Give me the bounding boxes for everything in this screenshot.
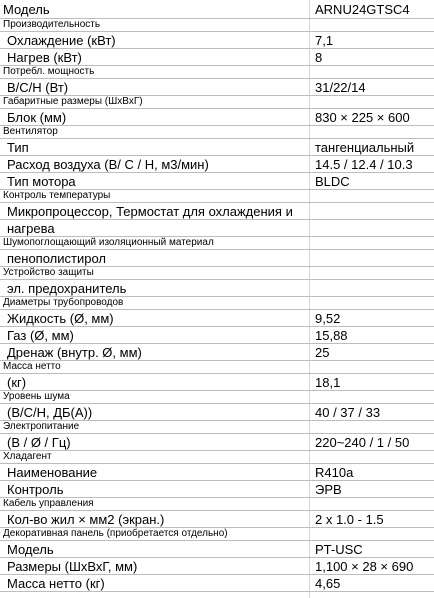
spec-value: 8 <box>315 50 323 65</box>
spec-label: Дренаж (внутр. Ø, мм) <box>7 345 142 360</box>
spec-label: (В / Ø / Гц) <box>7 435 71 450</box>
spec-row <box>0 558 434 575</box>
spec-value: 15,88 <box>315 328 348 343</box>
section-title: Хладагент <box>3 451 52 462</box>
spec-row <box>0 109 434 126</box>
spec-row <box>0 374 434 391</box>
spec-label: Модель <box>7 542 54 557</box>
spec-label: Охлаждение (кВт) <box>7 33 116 48</box>
spec-value: 40 / 37 / 33 <box>315 405 381 420</box>
section-header-row <box>0 297 434 310</box>
spec-value: 25 <box>315 345 330 360</box>
spec-row <box>0 310 434 327</box>
spec-label: Масса нетто (кг) <box>7 576 105 591</box>
spec-row <box>0 404 434 421</box>
spec-row <box>0 203 434 220</box>
section-header-row <box>0 391 434 404</box>
spec-row <box>0 79 434 96</box>
spec-row <box>0 481 434 498</box>
section-header-row <box>0 451 434 464</box>
spec-row <box>0 344 434 361</box>
section-header-row <box>0 361 434 374</box>
section-title: Устройство защиты <box>3 267 94 278</box>
spec-row <box>0 434 434 451</box>
spec-label: (кг) <box>7 375 27 390</box>
spec-label: нагрева <box>7 221 55 236</box>
spec-row <box>0 32 434 49</box>
spec-row <box>0 0 434 19</box>
spec-value: 9,52 <box>315 311 341 326</box>
spec-row <box>0 511 434 528</box>
spec-row <box>0 49 434 66</box>
spec-label: Расход воздуха (В/ С / Н, м3/мин) <box>7 157 209 172</box>
spec-row <box>0 250 434 267</box>
spec-row <box>0 139 434 156</box>
section-title: Уровень шума <box>3 391 70 402</box>
section-header-row <box>0 96 434 109</box>
spec-label: Размеры (ШхВхГ, мм) <box>7 559 138 574</box>
spec-label: Блок (мм) <box>7 110 67 125</box>
section-header-row <box>0 267 434 280</box>
spec-row <box>0 575 434 592</box>
spec-value: PT-USC <box>315 542 363 557</box>
spec-label: Тип <box>7 140 29 155</box>
section-title: Габаритные размеры (ШхВхГ) <box>3 96 143 107</box>
spec-value: R410a <box>315 465 354 480</box>
spec-value: 18,1 <box>315 375 341 390</box>
spec-label: В/С/Н (Вт) <box>7 80 69 95</box>
spec-row <box>0 173 434 190</box>
section-title: Диаметры трубопроводов <box>3 297 124 308</box>
section-header-row <box>0 19 434 32</box>
spec-value: ARNU24GTSC4 <box>315 2 410 17</box>
spec-row <box>0 280 434 297</box>
spec-label: Нагрев (кВт) <box>7 50 82 65</box>
spec-label: Наименование <box>7 465 98 480</box>
spec-label: пенополистирол <box>7 251 106 266</box>
section-title: Потребл. мощность <box>3 66 95 77</box>
section-header-row <box>0 528 434 541</box>
spec-row <box>0 220 434 237</box>
section-title: Электропитание <box>3 421 80 432</box>
spec-value: 1,100 × 28 × 690 <box>315 559 414 574</box>
spec-value: тангенциальный <box>315 140 415 155</box>
section-title: Шумопоглощающий изоляционный материал <box>3 237 214 248</box>
section-title: Кабель управления <box>3 498 94 509</box>
section-title: Масса нетто <box>3 361 61 372</box>
section-header-row <box>0 421 434 434</box>
section-title: Контроль температуры <box>3 190 111 201</box>
spec-value: 31/22/14 <box>315 80 366 95</box>
spec-row <box>0 327 434 344</box>
spec-value: 2 x 1.0 - 1.5 <box>315 512 384 527</box>
spec-value: 14.5 / 12.4 / 10.3 <box>315 157 413 172</box>
section-header-row <box>0 237 434 250</box>
spec-label: Кол-во жил × мм2 (экран.) <box>7 512 165 527</box>
section-title: Вентилятор <box>3 126 58 137</box>
spec-value: 830 × 225 × 600 <box>315 110 410 125</box>
section-header-row <box>0 190 434 203</box>
section-title: Декоративная панель (приобретается отдельно) <box>3 528 228 539</box>
spec-row <box>0 156 434 173</box>
spec-label: Газ (Ø, мм) <box>7 328 74 343</box>
section-header-row <box>0 66 434 79</box>
spec-value: ЭРВ <box>315 482 342 497</box>
section-title: Производительность <box>3 19 101 30</box>
spec-label: Тип мотора <box>7 174 76 189</box>
spec-row <box>0 464 434 481</box>
section-header-row <box>0 498 434 511</box>
spec-label: (В/С/Н, ДБ(А)) <box>7 405 93 420</box>
spec-value: 220~240 / 1 / 50 <box>315 435 410 450</box>
spec-row <box>0 541 434 558</box>
spec-value: 4,65 <box>315 576 341 591</box>
spec-label: Контроль <box>7 482 64 497</box>
spec-label: Модель <box>3 2 50 17</box>
section-header-row <box>0 126 434 139</box>
spec-label: Микропроцессор, Термостат для охлаждения и <box>7 204 293 219</box>
spec-value: 7,1 <box>315 33 334 48</box>
spec-value: BLDC <box>315 174 350 189</box>
spec-label: Жидкость (Ø, мм) <box>7 311 114 326</box>
spec-label: эл. предохранитель <box>7 281 127 296</box>
